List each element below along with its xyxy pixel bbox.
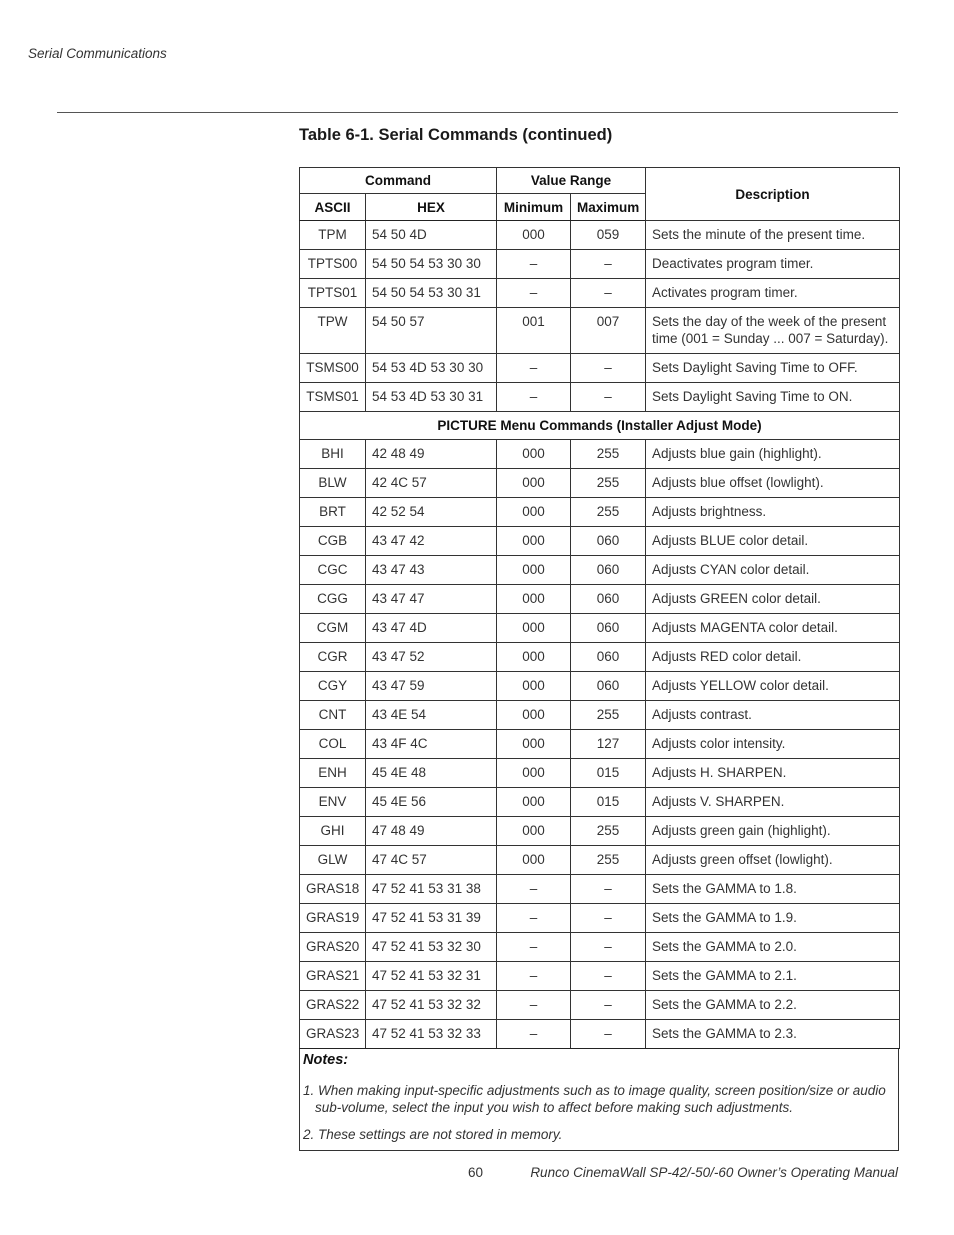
hex-cell: 43 4F 4C	[366, 730, 497, 759]
maximum-cell: –	[571, 933, 646, 962]
table-row	[300, 527, 900, 556]
value-range-header: Value Range	[497, 168, 646, 194]
note-1-line-2: sub-volume, select the input you wish to affect before making such adjustments.	[315, 1100, 793, 1115]
table-row	[300, 643, 900, 672]
description-cell: Adjusts YELLOW color detail.	[646, 672, 900, 701]
table-row	[300, 585, 900, 614]
minimum-cell: 000	[497, 585, 571, 614]
minimum-cell: 000	[497, 440, 571, 469]
ascii-cell: CGG	[300, 585, 366, 614]
description-cell: Sets the minute of the present time.	[646, 221, 900, 250]
hex-cell: 43 47 43	[366, 556, 497, 585]
description-cell: Sets Daylight Saving Time to ON.	[646, 383, 900, 412]
minimum-cell: 000	[497, 846, 571, 875]
minimum-cell: 000	[497, 469, 571, 498]
minimum-cell: –	[497, 933, 571, 962]
minimum-cell: 000	[497, 643, 571, 672]
description-cell: Adjusts GREEN color detail.	[646, 585, 900, 614]
description-cell: Sets the GAMMA to 2.3.	[646, 1020, 900, 1049]
ascii-cell: BHI	[300, 440, 366, 469]
minimum-cell: 000	[497, 614, 571, 643]
description-cell: Adjusts green gain (highlight).	[646, 817, 900, 846]
minimum-cell: –	[497, 279, 571, 308]
maximum-cell: 060	[571, 585, 646, 614]
description-cell: Adjusts color intensity.	[646, 730, 900, 759]
ascii-cell: GHI	[300, 817, 366, 846]
table-row	[300, 614, 900, 643]
hex-cell: 54 50 4D	[366, 221, 497, 250]
table-row	[300, 1020, 900, 1049]
maximum-cell: 255	[571, 846, 646, 875]
minimum-cell: 001	[497, 308, 571, 354]
maximum-cell: 060	[571, 556, 646, 585]
minimum-cell: –	[497, 962, 571, 991]
maximum-cell: 255	[571, 701, 646, 730]
ascii-cell: TPTS01	[300, 279, 366, 308]
hex-cell: 47 52 41 53 31 39	[366, 904, 497, 933]
section-label: PICTURE Menu Commands (Installer Adjust Mode)	[300, 412, 900, 440]
description-cell: Sets the GAMMA to 2.0.	[646, 933, 900, 962]
table-row	[300, 498, 900, 527]
table-row	[300, 672, 900, 701]
description-header: Description	[646, 168, 900, 221]
description-cell: Adjusts contrast.	[646, 701, 900, 730]
ascii-cell: TPM	[300, 221, 366, 250]
hex-cell: 43 47 47	[366, 585, 497, 614]
hex-cell: 45 4E 48	[366, 759, 497, 788]
maximum-cell: 015	[571, 788, 646, 817]
hex-cell: 47 52 41 53 31 38	[366, 875, 497, 904]
maximum-cell: 060	[571, 527, 646, 556]
manual-title: Runco CinemaWall SP-42/-50/-60 Owner’s Operating Manual	[530, 1165, 898, 1180]
serial-commands-table	[299, 167, 900, 1049]
description-cell: Sets the GAMMA to 1.9.	[646, 904, 900, 933]
hex-cell: 43 47 42	[366, 527, 497, 556]
description-cell: Adjusts blue offset (lowlight).	[646, 469, 900, 498]
hex-cell: 45 4E 56	[366, 788, 497, 817]
minimum-cell: 000	[497, 788, 571, 817]
notes-title: Notes:	[303, 1052, 349, 1068]
ascii-cell: TSMS01	[300, 383, 366, 412]
ascii-cell: GRAS23	[300, 1020, 366, 1049]
maximum-cell: 007	[571, 308, 646, 354]
ascii-cell: GRAS18	[300, 875, 366, 904]
minimum-cell: 000	[497, 759, 571, 788]
maximum-header: Maximum	[571, 194, 646, 221]
description-cell: Adjusts green offset (lowlight).	[646, 846, 900, 875]
maximum-cell: 060	[571, 643, 646, 672]
ascii-header: ASCII	[300, 194, 366, 221]
minimum-cell: 000	[497, 556, 571, 585]
minimum-cell: 000	[497, 527, 571, 556]
hex-cell: 47 52 41 53 32 31	[366, 962, 497, 991]
maximum-cell: 255	[571, 440, 646, 469]
ascii-cell: CGY	[300, 672, 366, 701]
minimum-cell: –	[497, 383, 571, 412]
table-row	[300, 904, 900, 933]
running-head: Serial Communications	[28, 46, 167, 61]
table-row	[300, 991, 900, 1020]
maximum-cell: –	[571, 875, 646, 904]
ascii-cell: TSMS00	[300, 354, 366, 383]
description-cell: Deactivates program timer.	[646, 250, 900, 279]
maximum-cell: –	[571, 279, 646, 308]
table-row	[300, 701, 900, 730]
ascii-cell: ENH	[300, 759, 366, 788]
table-row	[300, 383, 900, 412]
description-cell: Adjusts H. SHARPEN.	[646, 759, 900, 788]
hex-cell: 54 50 57	[366, 308, 497, 354]
table-row	[300, 279, 900, 308]
description-cell: Sets Daylight Saving Time to OFF.	[646, 354, 900, 383]
hex-cell: 42 52 54	[366, 498, 497, 527]
minimum-cell: 000	[497, 701, 571, 730]
hex-cell: 43 47 59	[366, 672, 497, 701]
note-1-line-1: 1. When making input-specific adjustments such as to image quality, screen position/size or audio	[303, 1083, 886, 1098]
description-cell: Adjusts RED color detail.	[646, 643, 900, 672]
table-row	[300, 250, 900, 279]
minimum-cell: –	[497, 991, 571, 1020]
minimum-cell: –	[497, 250, 571, 279]
maximum-cell: 060	[571, 614, 646, 643]
header-rule	[57, 112, 898, 113]
ascii-cell: TPTS00	[300, 250, 366, 279]
minimum-cell: 000	[497, 221, 571, 250]
minimum-cell: –	[497, 875, 571, 904]
table-title: Table 6-1. Serial Commands (continued)	[299, 126, 613, 144]
minimum-cell: –	[497, 354, 571, 383]
ascii-cell: CNT	[300, 701, 366, 730]
minimum-cell: 000	[497, 730, 571, 759]
table-row	[300, 875, 900, 904]
maximum-cell: –	[571, 904, 646, 933]
ascii-cell: GRAS19	[300, 904, 366, 933]
description-cell: Adjusts MAGENTA color detail.	[646, 614, 900, 643]
hex-cell: 54 50 54 53 30 30	[366, 250, 497, 279]
minimum-cell: 000	[497, 672, 571, 701]
table-row	[300, 354, 900, 383]
minimum-cell: 000	[497, 817, 571, 846]
description-cell: Activates program timer.	[646, 279, 900, 308]
hex-cell: 47 4C 57	[366, 846, 497, 875]
description-cell: Adjusts BLUE color detail.	[646, 527, 900, 556]
table-row	[300, 962, 900, 991]
table-row	[300, 440, 900, 469]
maximum-cell: –	[571, 383, 646, 412]
table-row	[300, 759, 900, 788]
hex-header: HEX	[366, 194, 497, 221]
note-1	[303, 1082, 893, 1116]
ascii-cell: COL	[300, 730, 366, 759]
ascii-cell: BLW	[300, 469, 366, 498]
hex-cell: 42 4C 57	[366, 469, 497, 498]
description-cell: Sets the GAMMA to 2.1.	[646, 962, 900, 991]
hex-cell: 42 48 49	[366, 440, 497, 469]
ascii-cell: GLW	[300, 846, 366, 875]
minimum-header: Minimum	[497, 194, 571, 221]
table-row	[300, 788, 900, 817]
maximum-cell: 127	[571, 730, 646, 759]
time-commands-body	[300, 221, 900, 412]
maximum-cell: –	[571, 991, 646, 1020]
hex-cell: 47 48 49	[366, 817, 497, 846]
ascii-cell: TPW	[300, 308, 366, 354]
picture-section	[300, 412, 900, 440]
description-cell: Adjusts V. SHARPEN.	[646, 788, 900, 817]
table-row	[300, 817, 900, 846]
maximum-cell: –	[571, 354, 646, 383]
table-row	[300, 221, 900, 250]
hex-cell: 43 47 4D	[366, 614, 497, 643]
ascii-cell: BRT	[300, 498, 366, 527]
table-row	[300, 556, 900, 585]
description-cell: Adjusts brightness.	[646, 498, 900, 527]
minimum-cell: –	[497, 1020, 571, 1049]
maximum-cell: 255	[571, 817, 646, 846]
hex-cell: 47 52 41 53 32 32	[366, 991, 497, 1020]
maximum-cell: –	[571, 962, 646, 991]
maximum-cell: –	[571, 1020, 646, 1049]
hex-cell: 54 53 4D 53 30 30	[366, 354, 497, 383]
description-cell: Sets the GAMMA to 2.2.	[646, 991, 900, 1020]
ascii-cell: GRAS22	[300, 991, 366, 1020]
maximum-cell: 015	[571, 759, 646, 788]
hex-cell: 47 52 41 53 32 33	[366, 1020, 497, 1049]
hex-cell: 54 53 4D 53 30 31	[366, 383, 497, 412]
description-cell: Adjusts CYAN color detail.	[646, 556, 900, 585]
maximum-cell: 060	[571, 672, 646, 701]
description-cell: Sets the day of the week of the present time (001 = Sunday ... 007 = Saturday).	[646, 308, 900, 354]
maximum-cell: 255	[571, 469, 646, 498]
maximum-cell: –	[571, 250, 646, 279]
table-row	[300, 730, 900, 759]
table-row	[300, 846, 900, 875]
hex-cell: 54 50 54 53 30 31	[366, 279, 497, 308]
description-cell: Sets the GAMMA to 1.8.	[646, 875, 900, 904]
hex-cell: 43 47 52	[366, 643, 497, 672]
page-number: 60	[468, 1165, 484, 1180]
ascii-cell: GRAS20	[300, 933, 366, 962]
ascii-cell: CGM	[300, 614, 366, 643]
table-row	[300, 308, 900, 354]
minimum-cell: 000	[497, 498, 571, 527]
table-row	[300, 469, 900, 498]
note-2: 2. These settings are not stored in memory.	[303, 1127, 563, 1142]
ascii-cell: ENV	[300, 788, 366, 817]
picture-commands-body	[300, 440, 900, 1049]
command-header: Command	[300, 168, 497, 194]
ascii-cell: CGC	[300, 556, 366, 585]
description-cell: Adjusts blue gain (highlight).	[646, 440, 900, 469]
maximum-cell: 059	[571, 221, 646, 250]
minimum-cell: –	[497, 904, 571, 933]
ascii-cell: GRAS21	[300, 962, 366, 991]
ascii-cell: CGB	[300, 527, 366, 556]
hex-cell: 47 52 41 53 32 30	[366, 933, 497, 962]
table-row	[300, 933, 900, 962]
ascii-cell: CGR	[300, 643, 366, 672]
notes-box	[299, 1049, 899, 1151]
hex-cell: 43 4E 54	[366, 701, 497, 730]
maximum-cell: 255	[571, 498, 646, 527]
